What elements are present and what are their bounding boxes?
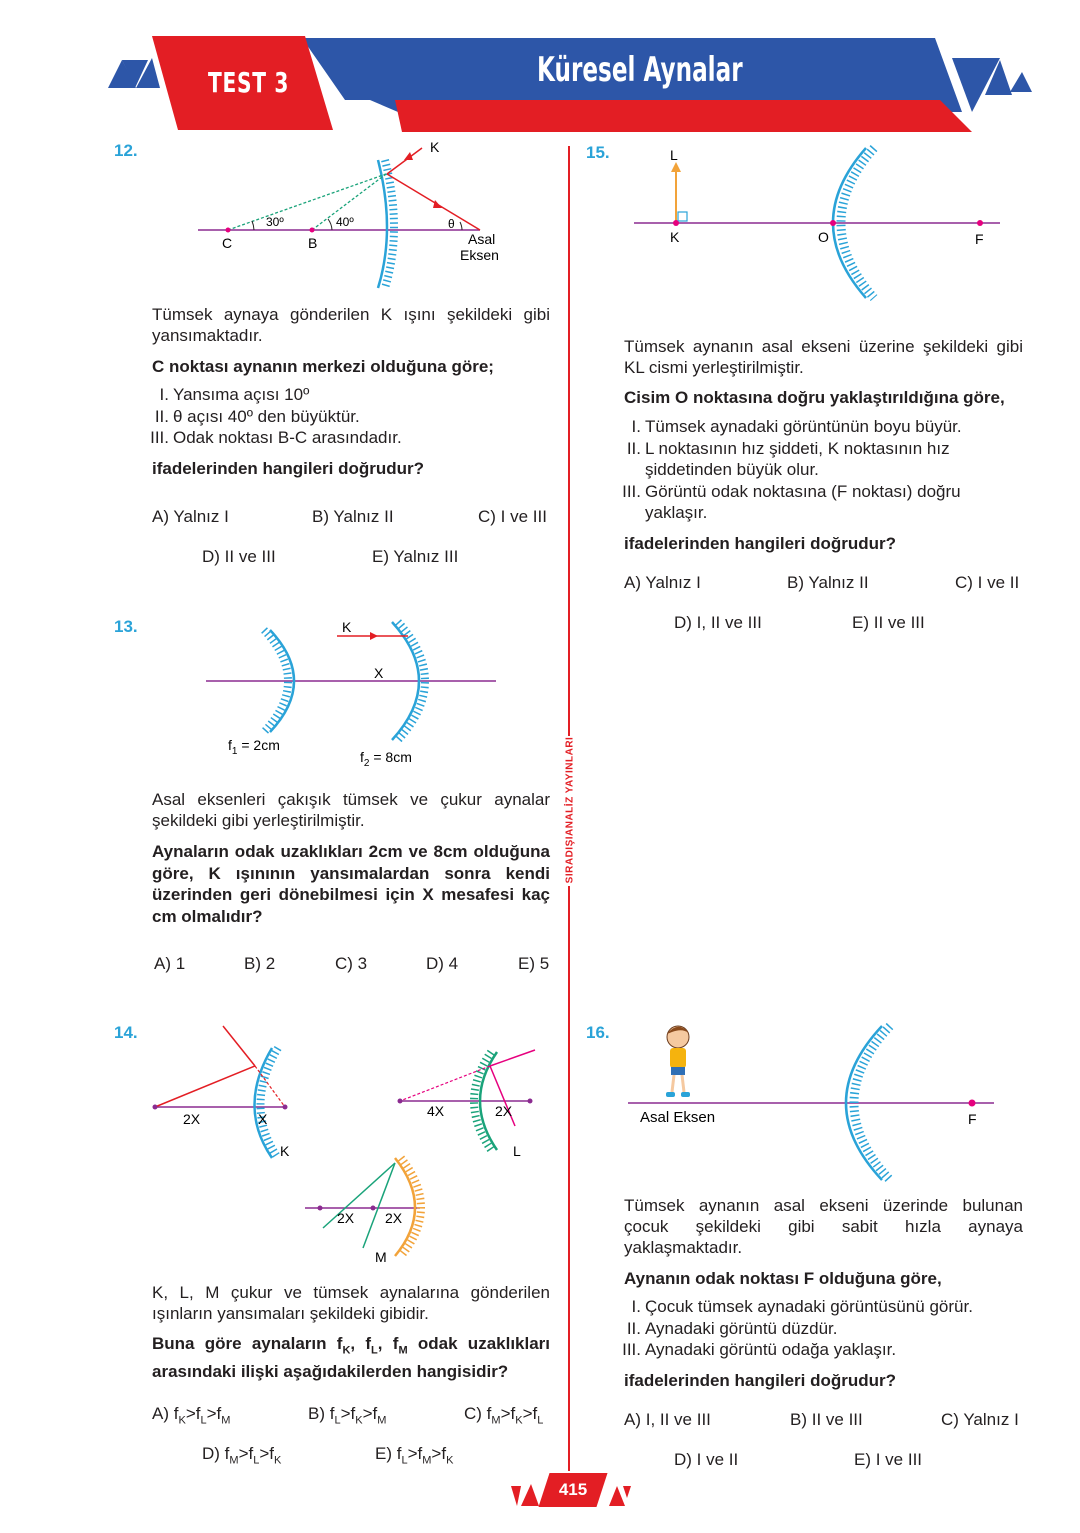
q12-option-c[interactable]: C) I ve III	[478, 507, 547, 526]
label-l: L	[670, 147, 678, 163]
angle-arc	[328, 219, 332, 230]
q14-option-d[interactable]: D) $f_M>f_L>f_K$	[202, 1444, 282, 1467]
svg-text:4X: 4X	[427, 1103, 445, 1119]
q14-stem: K, L, M çukur ve tümsek aynalarına gönderilen ışınların yansımaları şekildeki gibidir.	[152, 1283, 550, 1323]
label-k: K	[430, 139, 440, 155]
q16-condition: Aynanın odak noktası F olduğuna göre,	[624, 1269, 942, 1288]
label-eksen: Eksen	[460, 247, 499, 263]
reflected-ray	[363, 1163, 395, 1248]
q14-figure	[145, 1018, 550, 1268]
q15-option-a[interactable]: A) Yalnız I	[624, 573, 701, 592]
reflected-ray	[387, 174, 480, 230]
angle-arc	[252, 221, 254, 230]
incident-ray	[223, 1026, 255, 1066]
point-k	[673, 220, 679, 226]
svg-text:2X: 2X	[337, 1210, 355, 1226]
q15-option-b[interactable]: B) Yalnız II	[787, 573, 869, 592]
q15-option-e[interactable]: E) II ve III	[852, 613, 925, 632]
q16-stem: Tümsek aynanın asal ekseni üzerinde bulunan çocuk şekildeki gibi sabit hızla aynaya yaklaşmaktadır.	[624, 1196, 1023, 1257]
page-number: 415	[538, 1473, 607, 1507]
q12-items: I. Yansıma açısı 10º II. θ açısı 40º den büyüktür. III. Odak noktası B-C arasındadır.	[150, 385, 402, 447]
q15-condition: Cisim O noktasına doğru yaklaştırıldığına göre,	[624, 388, 1005, 407]
label-k: K	[280, 1143, 290, 1159]
incident-ray	[387, 148, 422, 174]
label-30: 30º	[266, 215, 284, 229]
test-label: TEST 3	[208, 66, 290, 99]
title-bar-red	[395, 100, 972, 132]
q12-option-b[interactable]: B) Yalnız II	[312, 507, 394, 526]
label-40: 40º	[336, 215, 354, 229]
question-number: 12.	[114, 141, 138, 160]
column-divider-top	[568, 146, 570, 736]
point-o	[830, 220, 836, 226]
q15-figure	[630, 140, 1010, 305]
q16-figure	[620, 1020, 1010, 1185]
arrow-icon	[370, 632, 378, 640]
label-b: B	[308, 235, 318, 251]
label-x: X	[374, 665, 384, 681]
q13-option-d[interactable]: D) 4	[426, 954, 459, 973]
label-c: C	[222, 235, 233, 251]
angle-arc	[460, 222, 462, 230]
normal-line	[228, 174, 386, 230]
point-b	[310, 228, 315, 233]
q15-option-c[interactable]: C) I ve II	[955, 573, 1020, 592]
label-f: F	[968, 1111, 977, 1127]
column-divider-bottom	[568, 886, 570, 1471]
label-m: M	[375, 1249, 387, 1265]
point-f	[969, 1100, 976, 1107]
reflected-ray	[155, 1066, 255, 1107]
label-f1: $f_1 = 2cm$	[228, 737, 280, 757]
q12-stem: Tümsek aynaya gönderilen K ışını şekildeki gibi yansımaktadır.	[152, 305, 550, 345]
extension-line	[255, 1066, 285, 1107]
publisher-side-text: SIRADIŞIANALİZ YAYINLARI	[564, 736, 576, 884]
q13-option-e[interactable]: E) 5	[518, 954, 550, 973]
label-theta: θ	[448, 217, 455, 231]
q13-question: Aynaların odak uzaklıkları 2cm ve 8cm olduğuna göre, K ışınının yansımalardan sonra kendi üzerinden geri dönebilmesi için X mesafesi kaç cm olmalıdır?	[152, 842, 550, 926]
question-number: 15.	[586, 143, 610, 162]
question-number: 16.	[586, 1023, 610, 1042]
label-f2: $f_2 = 8cm$	[360, 749, 412, 769]
point-f	[977, 220, 983, 226]
arrow-icon	[433, 200, 442, 208]
svg-text:2X: 2X	[183, 1111, 201, 1127]
q16-option-e[interactable]: E) I ve III	[854, 1450, 923, 1469]
q16-option-d[interactable]: D) I ve II	[674, 1450, 739, 1469]
q12-option-d[interactable]: D) II ve III	[202, 547, 276, 566]
label-asal-eksen: Asal Eksen	[640, 1109, 716, 1126]
q14-option-a[interactable]: A) $f_K>f_L>f_M$	[152, 1404, 231, 1427]
q16-question: ifadelerinden hangileri doğrudur?	[624, 1371, 897, 1390]
label-f: F	[975, 231, 984, 247]
label-k: K	[670, 229, 680, 245]
q12-option-e[interactable]: E) Yalnız III	[372, 547, 459, 566]
q12-option-a[interactable]: A) Yalnız I	[152, 507, 229, 526]
q13-stem: Asal eksenleri çakışık tümsek ve çukur aynalar şekildeki gibi yerleştirilmiştir.	[152, 790, 550, 830]
q14-option-b[interactable]: B) $f_L>f_K>f_M$	[308, 1404, 387, 1427]
label-o: O	[818, 229, 829, 245]
q13-option-a[interactable]: A) 1	[154, 954, 186, 973]
q14-question: Buna göre aynaların $f_K$, $f_L$, $f_M$ odak uzaklıkları arasındaki ilişki aşağıdakilerden hangisidir?	[152, 1334, 551, 1382]
svg-text:2X: 2X	[385, 1210, 403, 1226]
q14-option-e[interactable]: E) $f_L>f_M>f_K$	[375, 1444, 454, 1467]
q13-figure	[200, 614, 510, 774]
q15-stem: Tümsek aynanın asal ekseni üzerine şekildeki gibi KL cismi yerleştirilmiştir.	[624, 337, 1023, 377]
label-k: K	[342, 619, 352, 635]
q15-question: ifadelerinden hangileri doğrudur?	[624, 534, 897, 553]
q16-option-a[interactable]: A) I, II ve III	[624, 1410, 711, 1429]
q13-option-b[interactable]: B) 2	[244, 954, 276, 973]
child-icon	[666, 1026, 690, 1097]
q16-option-c[interactable]: C) Yalnız I	[941, 1410, 1019, 1429]
q13-option-c[interactable]: C) 3	[335, 954, 368, 973]
logo-triangle-right-3	[1010, 72, 1032, 92]
point-c	[226, 228, 231, 233]
q14-option-c[interactable]: C) $f_M>f_K>f_L$	[464, 1404, 544, 1427]
svg-text:X: X	[258, 1111, 268, 1127]
question-number: 14.	[114, 1023, 138, 1042]
q16-items: I. Çocuk tümsek aynadaki görüntüsünü görür. II. Aynadaki görüntü düzdür. III. Aynadaki görüntü odağa yaklaşır.	[622, 1297, 973, 1359]
arrow-icon	[671, 162, 681, 172]
q12-figure	[190, 138, 540, 290]
label-l: L	[513, 1143, 521, 1159]
q16-option-b[interactable]: B) II ve III	[790, 1410, 863, 1429]
right-angle-mark	[678, 212, 687, 221]
q12-condition: C noktası aynanın merkezi olduğuna göre;	[152, 357, 494, 376]
label-asal: Asal	[468, 231, 496, 247]
question-number: 13.	[114, 617, 138, 636]
q15-items: I. Tümsek aynadaki görüntünün boyu büyür. II. L noktasının hız şiddeti, K noktasının hız şiddetinden büyük olur. III. Görüntü odak noktasına (F noktası) doğru yaklaşır.	[622, 417, 962, 522]
q15-option-d[interactable]: D) I, II ve III	[674, 613, 762, 632]
page-title: Küresel Aynalar	[537, 50, 743, 90]
q12-question: ifadelerinden hangileri doğrudur?	[152, 459, 425, 478]
svg-text:2X: 2X	[495, 1103, 513, 1119]
